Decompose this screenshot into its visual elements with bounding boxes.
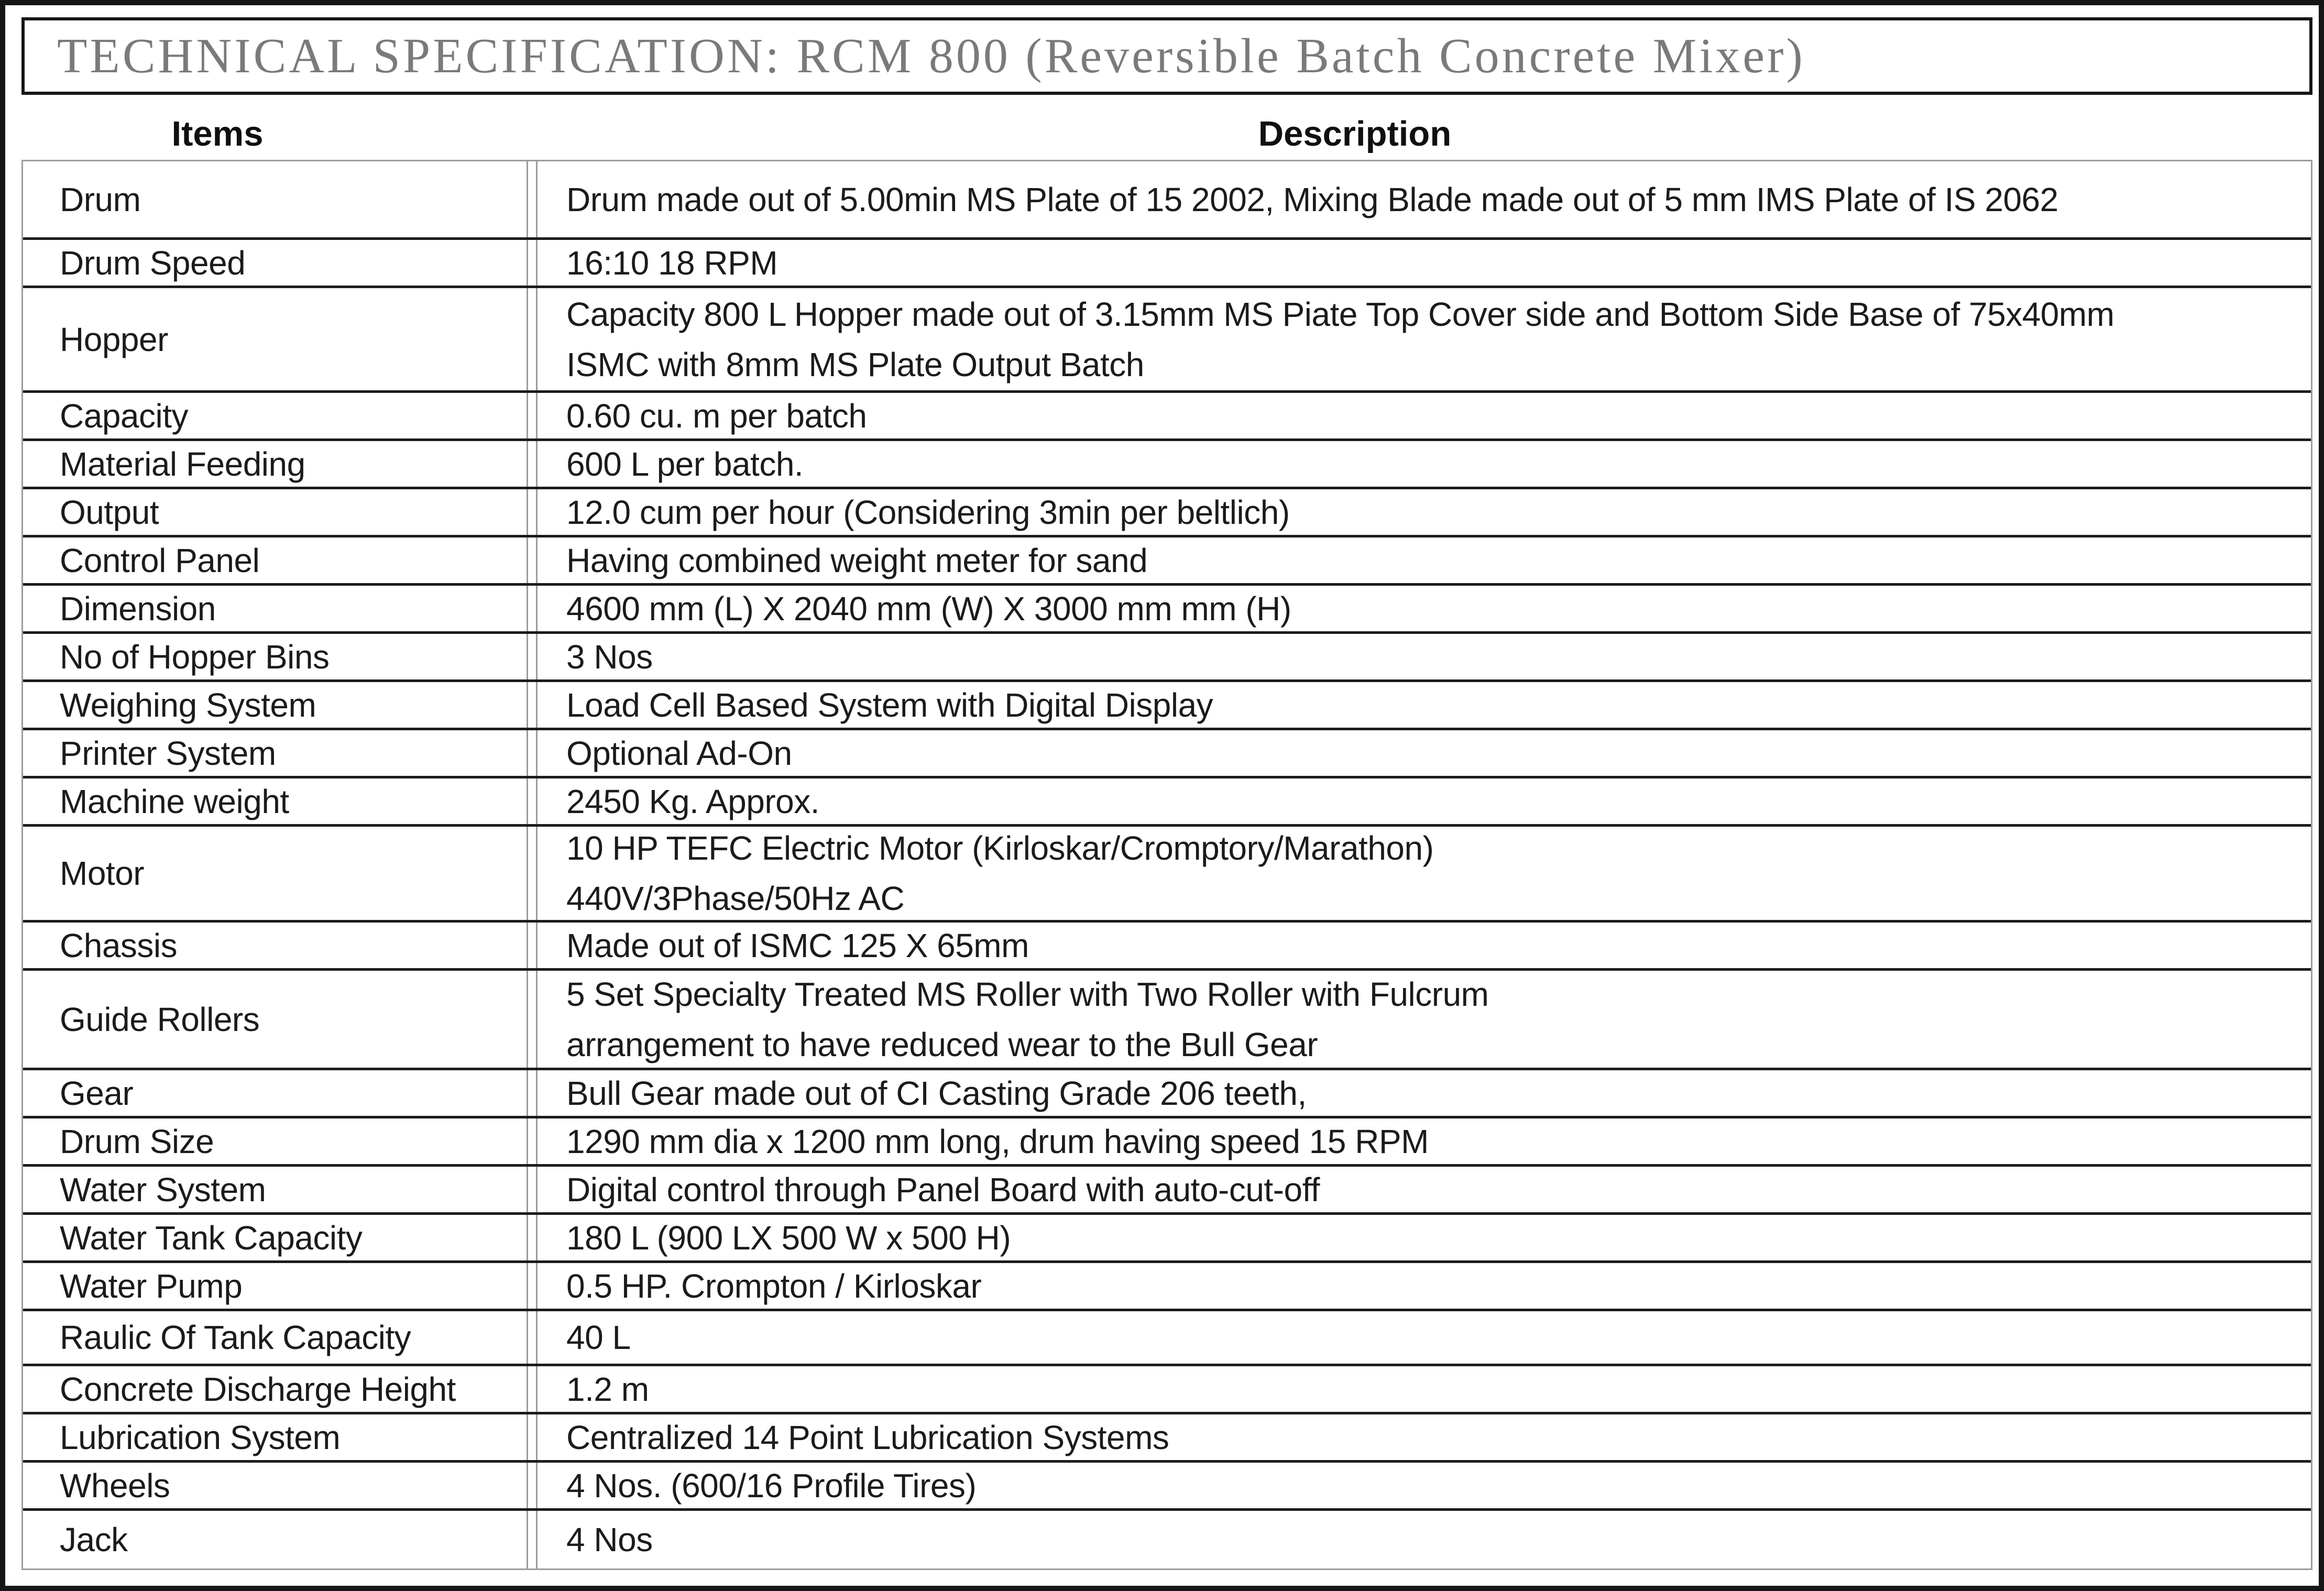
item-cell: [23, 537, 527, 583]
column-divider: [527, 778, 538, 824]
description-line: arrangement to have reduced wear to the Bull Gear: [566, 1025, 1318, 1063]
item-label: Capacity: [60, 397, 188, 435]
title-box: [21, 17, 2312, 95]
description-cell: [538, 1366, 2311, 1412]
column-divider: [527, 1311, 538, 1364]
description-line: 440V/3Phase/50Hz AC: [566, 880, 905, 917]
item-cell: [23, 393, 527, 438]
item-cell: [23, 778, 527, 824]
item-cell: [23, 1118, 527, 1164]
description-cell: [538, 393, 2311, 438]
table-row: [23, 923, 2311, 971]
item-cell: [23, 682, 527, 728]
table-row: [23, 730, 2311, 778]
item-cell: [23, 971, 527, 1068]
description-cell: [538, 778, 2311, 824]
item-cell: [23, 288, 527, 390]
description-line: 2450 Kg. Approx.: [566, 782, 820, 820]
description-line: Drum made out of 5.00min MS Plate of 15 2002, Mixing Blade made out of 5 mm IMS Plate of IS 2062: [566, 180, 2058, 218]
description-line: Centralized 14 Point Lubrication Systems: [566, 1418, 1169, 1456]
description-line: 0.60 cu. m per batch: [566, 397, 867, 435]
table-row: [23, 1263, 2311, 1311]
description-cell: [538, 1414, 2311, 1460]
item-label: Water Pump: [60, 1267, 243, 1305]
column-divider: [527, 240, 538, 286]
table-row: [23, 1311, 2311, 1366]
item-label: Gear: [60, 1074, 134, 1112]
table-row: [23, 1366, 2311, 1414]
item-label: Motor: [60, 854, 145, 892]
page-title: TECHNICAL SPECIFICATION: RCM 800 (Reversible Batch Concrete Mixer): [57, 29, 1805, 83]
item-label: Drum: [60, 180, 141, 218]
item-cell: [23, 586, 527, 631]
description-line: 4 Nos. (600/16 Profile Tires): [566, 1466, 977, 1505]
column-divider: [527, 971, 538, 1068]
description-line: 40 L: [566, 1319, 631, 1356]
description-line: 1.2 m: [566, 1370, 649, 1408]
item-cell: [23, 1263, 527, 1309]
description-line: 10 HP TEFC Electric Motor (Kirloskar/Cromptory/Marathon): [566, 829, 1434, 867]
column-divider: [527, 161, 538, 237]
item-cell: [23, 1311, 527, 1364]
table-row: [23, 1118, 2311, 1167]
table-row: [23, 537, 2311, 586]
item-cell: [23, 923, 527, 968]
column-divider: [527, 682, 538, 728]
item-label: No of Hopper Bins: [60, 638, 330, 676]
description-cell: [538, 288, 2311, 390]
description-cell: [538, 1463, 2311, 1508]
table-row: [23, 682, 2311, 730]
description-cell: [538, 441, 2311, 487]
item-label: Machine weight: [60, 782, 289, 820]
description-cell: [538, 1311, 2311, 1364]
description-line: 4600 mm (L) X 2040 mm (W) X 3000 mm mm (H): [566, 589, 1291, 628]
table-row: [23, 1167, 2311, 1215]
description-cell: [538, 489, 2311, 535]
item-cell: [23, 489, 527, 535]
column-divider: [527, 1167, 538, 1212]
item-label: Wheels: [60, 1466, 170, 1505]
column-divider: [527, 288, 538, 390]
description-line: Digital control through Panel Board with auto-cut-off: [566, 1170, 1320, 1209]
description-column-header: Description: [1258, 114, 1452, 153]
description-line: Having combined weight meter for sand: [566, 541, 1148, 579]
table-row: [23, 778, 2311, 827]
description-line: 5 Set Specialty Treated MS Roller with Two Roller with Fulcrum: [566, 975, 1489, 1013]
description-line: 16:10 18 RPM: [566, 244, 778, 282]
item-label: Control Panel: [60, 541, 260, 579]
table-row: [23, 288, 2311, 393]
description-line: 180 L (900 LX 500 W x 500 H): [566, 1219, 1011, 1257]
column-divider: [527, 586, 538, 631]
item-label: Water System: [60, 1170, 266, 1209]
item-label: Material Feeding: [60, 445, 305, 483]
column-divider: [527, 1511, 538, 1568]
item-cell: [23, 634, 527, 679]
table-row: [23, 971, 2311, 1070]
table-row: [23, 1463, 2311, 1511]
table-row: [23, 489, 2311, 537]
description-cell: [538, 923, 2311, 968]
description-line: Capacity 800 L Hopper made out of 3.15mm MS Piate Top Cover side and Bottom Side Base of 75x40mm: [566, 295, 2114, 333]
item-cell: [23, 1070, 527, 1116]
description-cell: [538, 634, 2311, 679]
table-row: [23, 827, 2311, 923]
description-cell: [538, 537, 2311, 583]
column-divider: [527, 827, 538, 920]
table-row: [23, 393, 2311, 441]
item-label: Concrete Discharge Height: [60, 1370, 456, 1408]
column-divider: [527, 730, 538, 776]
description-cell: [538, 827, 2311, 920]
description-cell: [538, 1167, 2311, 1212]
item-cell: [23, 1414, 527, 1460]
description-line: ISMC with 8mm MS Plate Output Batch: [566, 345, 1144, 383]
item-cell: [23, 827, 527, 920]
table-row: [23, 1215, 2311, 1263]
item-cell: [23, 1366, 527, 1412]
description-cell: [538, 240, 2311, 286]
column-divider: [527, 393, 538, 438]
spec-table-body: [21, 160, 2312, 1570]
item-label: Lubrication System: [60, 1418, 341, 1456]
description-line: 12.0 cum per hour (Considering 3min per beltlich): [566, 493, 1290, 531]
description-cell: [538, 1263, 2311, 1309]
items-column-header: Items: [171, 114, 264, 153]
description-line: 0.5 HP. Crompton / Kirloskar: [566, 1267, 982, 1305]
column-divider: [527, 1070, 538, 1116]
item-cell: [23, 441, 527, 487]
column-divider: [527, 1118, 538, 1164]
description-cell: [538, 971, 2311, 1068]
item-label: Weighing System: [60, 686, 316, 724]
item-label: Chassis: [60, 926, 178, 964]
item-label: Guide Rollers: [60, 1000, 260, 1038]
item-label: Dimension: [60, 589, 216, 628]
table-row: [23, 441, 2311, 489]
description-cell: [538, 161, 2311, 237]
column-divider: [527, 1366, 538, 1412]
description-line: Bull Gear made out of CI Casting Grade 206 teeth,: [566, 1074, 1307, 1112]
item-cell: [23, 1511, 527, 1568]
item-cell: [23, 161, 527, 237]
description-line: 600 L per batch.: [566, 445, 804, 483]
column-divider: [527, 1215, 538, 1260]
description-line: 1290 mm dia x 1200 mm long, drum having speed 15 RPM: [566, 1122, 1429, 1160]
description-cell: [538, 1070, 2311, 1116]
description-line: 3 Nos: [566, 638, 653, 676]
table-row: [23, 1511, 2311, 1568]
item-label: Raulic Of Tank Capacity: [60, 1319, 411, 1356]
description-cell: [538, 586, 2311, 631]
column-divider: [527, 634, 538, 679]
item-label: Printer System: [60, 734, 276, 772]
description-line: Load Cell Based System with Digital Display: [566, 686, 1213, 724]
item-label: Drum Size: [60, 1122, 214, 1160]
column-divider: [527, 1414, 538, 1460]
description-cell: [538, 1511, 2311, 1568]
item-label: Drum Speed: [60, 244, 246, 282]
table-row: [23, 586, 2311, 634]
description-line: Made out of ISMC 125 X 65mm: [566, 926, 1029, 964]
item-cell: [23, 240, 527, 286]
column-divider: [527, 1263, 538, 1309]
description-cell: [538, 1215, 2311, 1260]
column-divider: [527, 489, 538, 535]
description-line: 4 Nos: [566, 1521, 653, 1559]
item-cell: [23, 1463, 527, 1508]
item-label: Water Tank Capacity: [60, 1219, 363, 1257]
description-cell: [538, 730, 2311, 776]
table-row: [23, 1070, 2311, 1118]
column-divider: [527, 923, 538, 968]
description-cell: [538, 1118, 2311, 1164]
item-label: Output: [60, 493, 159, 531]
column-headers: [21, 107, 2312, 160]
description-cell: [538, 682, 2311, 728]
description-line: Optional Ad-On: [566, 734, 792, 772]
item-cell: [23, 1215, 527, 1260]
column-divider: [527, 1463, 538, 1508]
item-cell: [23, 1167, 527, 1212]
table-row: [23, 161, 2311, 240]
table-row: [23, 1414, 2311, 1463]
table-row: [23, 240, 2311, 288]
item-cell: [23, 730, 527, 776]
item-label: Hopper: [60, 320, 168, 358]
column-divider: [527, 537, 538, 583]
column-divider: [527, 441, 538, 487]
table-row: [23, 634, 2311, 682]
item-label: Jack: [60, 1521, 128, 1559]
